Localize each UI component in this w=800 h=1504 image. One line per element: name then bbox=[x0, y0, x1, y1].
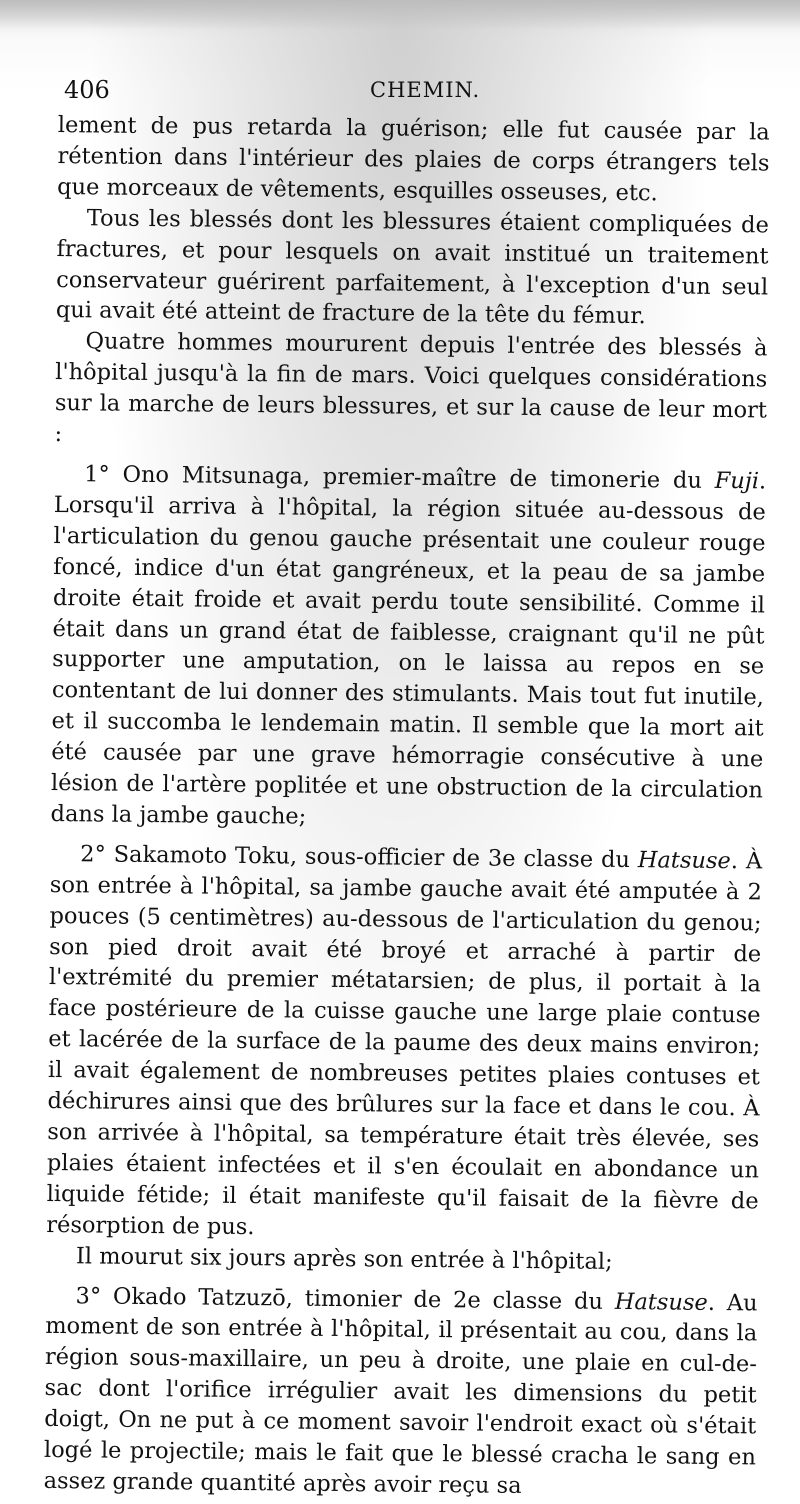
page-number: 406 bbox=[64, 76, 110, 104]
paragraph-continued: lement de pus retarda la guérison; elle fut causée par la rétention dans l'intérieur des plaies de corps étrangers tels que morceaux de vêtements, esquilles osseuses, etc. bbox=[57, 111, 770, 207]
case-2-outcome: Il mourut six jours après son entrée à l'hôpital; bbox=[75, 1242, 613, 1275]
case-2-paragraph bbox=[46, 839, 762, 1248]
case-2-text: . À son entrée à l'hôpital, sa jambe gauche avait été amputée à 2 pouces (5 centimètres) au-dessous de l'articulation du genou; son pied droit avait été broyé et arraché à partir de l'extrémité du premier métatarsien; de plus, il portait à la face postérieure de la cuisse gauche une large plaie contuse et lacérée de la surface de la paume des deux mains environ; il avait également de nombreuses petites plaies contuses et déchirures ainsi que des brûlures sur la face et dans le cou. À son arrivée à l'hôpital, sa température était très élevée, ses plaies étaient infectées et il s'en écoulait en abondance un liquide fétide; il était manifeste qu'il faisait de la fièvre de résorption de pus. bbox=[46, 847, 763, 1240]
case-1-paragraph bbox=[50, 459, 766, 837]
running-head bbox=[64, 72, 764, 112]
scan-shadow bbox=[0, 0, 800, 30]
case-3-lead: 3° Okado Tatzuzō, timonier de 2e classe du bbox=[75, 1282, 615, 1315]
case-1-ship: Fuji bbox=[714, 467, 760, 495]
case-2-lead: 2° Sakamoto Toku, sous-officier de 3e classe du bbox=[80, 841, 638, 873]
case-3-ship: Hatsuse bbox=[614, 1288, 708, 1316]
case-3-paragraph bbox=[43, 1280, 757, 1504]
paragraph-deaths: Quatre hommes moururent depuis l'entrée des blessés à l'hôpital jusqu'à la fin de mars. Voici quelques considérations sur la marche de leurs blessures, et sur la cause de leur mort : bbox=[54, 328, 768, 448]
case-3-text: . Au moment de son entrée à l'hôpital, il présentait au cou, dans la région sous-maxillaire, un peu à droite, une plaie en cul-de-sac dont l'orifice irrégulier avait les dimensions du petit doigt, On ne put à ce moment savoir l'endroit exact où s'était logé le projectile; mais le fait que le blessé cracha le sang en assez grande quantité après avoir reçu sa bbox=[43, 1289, 758, 1499]
paragraph-fractures: Tous les blessés dont les blessures étaient compliquées de fractures, et pour lesquels on avait institué un traitement conservateur guérirent parfaitement, à l'exception d'un seul qui avait été atteint de fracture de la tête du fémur. bbox=[55, 205, 769, 330]
case-2-ship: Hatsuse bbox=[637, 846, 731, 874]
case-1-lead: 1° Ono Mitsunaga, premier-maître de timonerie du bbox=[84, 461, 715, 494]
case-1-text: . Lorsqu'il arriva à l'hôpital, la région située au-dessous de l'articulation du genou gauche présentait une couleur rouge foncé, indice d'un état gangréneux, et la peau de sa jambe droite était froide et avait perdu toute sensibilité. Comme il était dans un grand état de faiblesse, craignant qu'il ne pût supporter une amputation, on le laissa au repos en se contentant de lui donner des stimulants. Mais tout fut inutile, et il succomba le lendemain matin. Il semble que la mort ait été causée par une grave hémorragie consécutive à une lésion de l'artère poplitée et une obstruction de la circulation dans la jambe gauche; bbox=[50, 468, 767, 830]
running-title: CHEMIN. bbox=[370, 78, 481, 102]
text-column bbox=[43, 110, 769, 1504]
